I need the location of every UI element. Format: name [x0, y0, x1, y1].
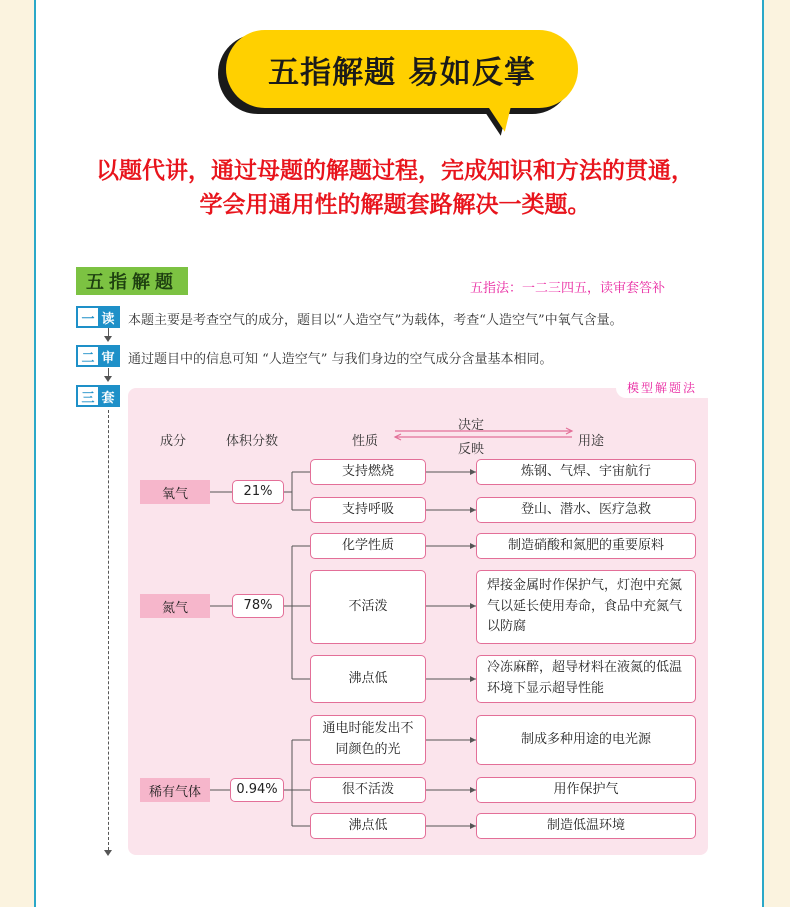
property-nitrogen-1: 化学性质 — [310, 533, 426, 559]
property-oxygen-1: 支持燃烧 — [310, 459, 426, 485]
step-examine-text: 通过题目中的信息可知 “人造空气” 与我们身边的空气成分含量基本相同。 — [128, 352, 553, 367]
property-noble-gas-3: 沸点低 — [310, 813, 426, 839]
header-component: 成分 — [160, 434, 187, 449]
subtitle-line-2: 学会用通用性的解题套路解决一类题。 — [199, 192, 591, 218]
fraction-oxygen: 21% — [232, 480, 284, 504]
use-noble-gas-3: 制造低温环境 — [476, 813, 696, 839]
step-read-word: 读 — [98, 308, 118, 326]
step-read-text: 本题主要是考查空气的成分，题目以“人造空气”为载体，考查“人造空气”中氧气含量。 — [128, 313, 623, 328]
header-reflects: 反映 — [458, 442, 485, 457]
model-tag: 模型解题法 — [616, 376, 708, 398]
banner-title: 五指解题 易如反掌 — [226, 30, 578, 108]
header-use: 用途 — [578, 434, 605, 449]
subtitle-line-1: 以题代讲，通过母题的解题过程，完成知识和方法的贯通， — [96, 158, 694, 184]
property-noble-gas-2: 很不活泼 — [310, 777, 426, 803]
step-examine-word: 审 — [98, 347, 118, 365]
header-property: 性质 — [352, 434, 379, 449]
section-title: 五指解题 — [76, 267, 188, 295]
use-noble-gas-2: 用作保护气 — [476, 777, 696, 803]
property-nitrogen-2: 不活泼 — [310, 570, 426, 644]
component-oxygen: 氧气 — [140, 480, 210, 504]
component-nitrogen: 氮气 — [140, 594, 210, 618]
method-caption: 五指法：一二三四五，读审套答补 — [470, 281, 666, 296]
header-decides: 决定 — [458, 418, 485, 433]
use-nitrogen-1: 制造硝酸和氮肥的重要原料 — [476, 533, 696, 559]
property-nitrogen-3: 沸点低 — [310, 655, 426, 703]
use-nitrogen-2: 焊接金属时作保护气，灯泡中充氮气以延长使用寿命，食品中充氮气以防腐 — [476, 570, 696, 644]
use-oxygen-1: 炼钢、气焊、宇宙航行 — [476, 459, 696, 485]
use-oxygen-2: 登山、潜水、医疗急救 — [476, 497, 696, 523]
fraction-nitrogen: 78% — [232, 594, 284, 618]
fraction-noble-gas: 0.94% — [230, 778, 284, 802]
property-oxygen-2: 支持呼吸 — [310, 497, 426, 523]
step-apply-num: 三 — [78, 387, 98, 405]
component-noble-gas: 稀有气体 — [140, 778, 210, 802]
use-nitrogen-3: 冷冻麻醉，超导材料在液氮的低温环境下显示超导性能 — [476, 655, 696, 703]
step-examine-num: 二 — [78, 347, 98, 365]
header-fraction: 体积分数 — [226, 434, 279, 449]
use-noble-gas-1: 制成多种用途的电光源 — [476, 715, 696, 765]
step-apply-word: 套 — [98, 387, 118, 405]
property-noble-gas-1: 通电时能发出不同颜色的光 — [310, 715, 426, 765]
step-read-num: 一 — [78, 308, 98, 326]
